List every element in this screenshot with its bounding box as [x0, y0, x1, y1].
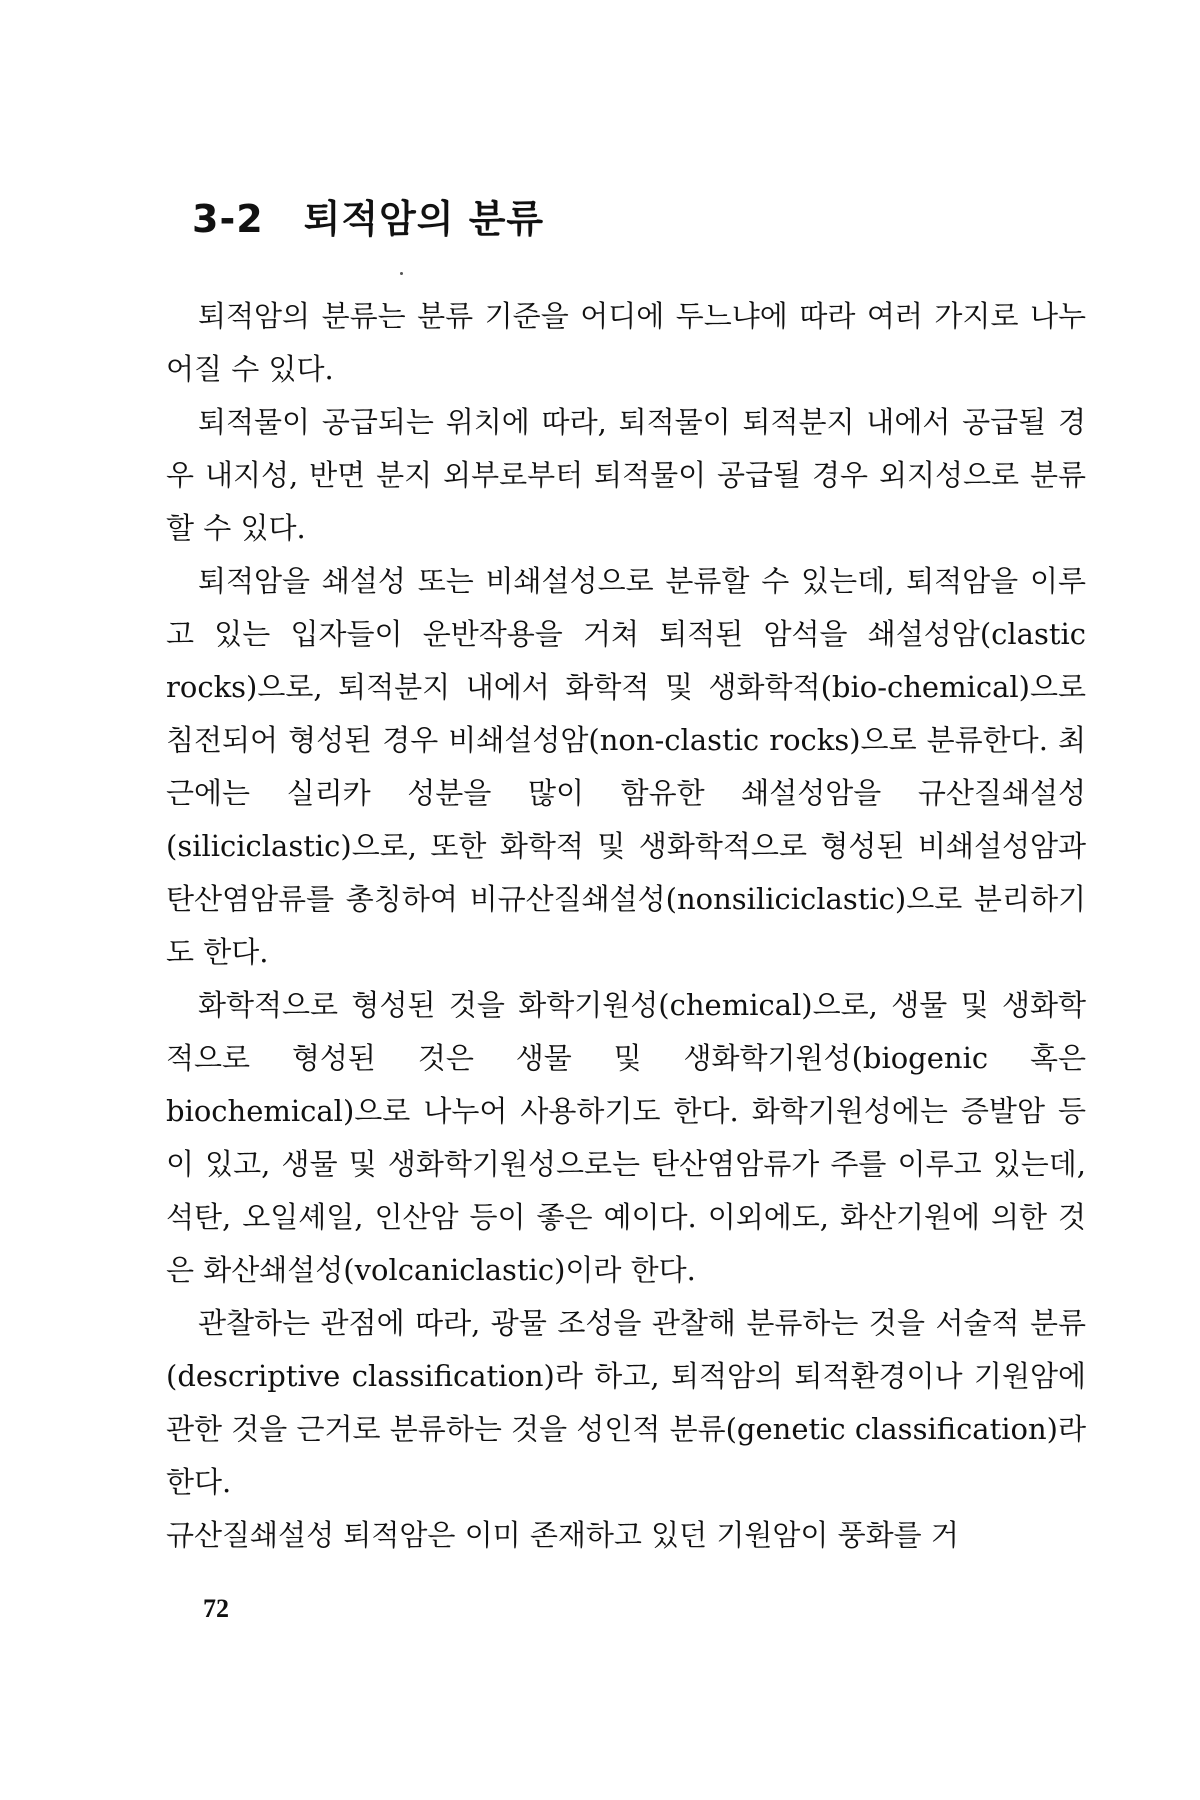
paragraph-2: 퇴적물이 공급되는 위치에 따라, 퇴적물이 퇴적분지 내에서 공급될 경우 내지성, 반면 분지 외부로부터 퇴적물이 공급될 경우 외지성으로 분류할 수 있다.: [166, 405, 1086, 545]
section-number: 3-2: [192, 197, 264, 241]
page-number: 72: [203, 1594, 229, 1623]
section-heading: [192, 188, 544, 243]
paragraph-3: 퇴적암을 쇄설성 또는 비쇄설성으로 분류할 수 있는데, 퇴적암을 이루고 있는 입자들이 운반작용을 거쳐 퇴적된 암석을 쇄설성암(clastic rocks)으로, 퇴적분지 내에서 화학적 및 생화학적(bio-chemical)으로 침전되어 형성된 경우 비쇄설성암(non-clastic rocks)으로 분류한다. 최근에는 실리카 성분을 많이 함유한 쇄설성암을 규산질쇄설성(siliciclastic)으로, 또한 화학적 및 생화학적으로 형성된 비쇄설성암과 탄산염암류를 총칭하여 비규산질쇄설성(nonsiliciclastic)으로 분리하기도 한다.: [166, 564, 1086, 969]
paragraph-5: 관찰하는 관점에 따라, 광물 조성을 관찰해 분류하는 것을 서술적 분류(descriptive classification)라 하고, 퇴적암의 퇴적환경이나 기원암에 관한 것을 근거로 분류하는 것을 성인적 분류(genetic classification)라 한다.: [166, 1306, 1086, 1499]
paragraph-4: 화학적으로 형성된 것을 화학기원성(chemical)으로, 생물 및 생화학적으로 형성된 것은 생물 및 생화학기원성(biogenic 혹은 biochemical)으로 나누어 사용하기도 한다. 화학기원성에는 증발암 등이 있고, 생물 및 생화학기원성으로는 탄산염암류가 주를 이루고 있는데, 석탄, 오일셰일, 인산암 등이 좋은 예이다. 이외에도, 화산기원에 의한 것은 화산쇄설성(volcaniclastic)이라 한다.: [166, 988, 1086, 1287]
print-speck: [400, 272, 403, 275]
body-text: [166, 290, 1086, 1562]
paragraph-6: 규산질쇄설성 퇴적암은 이미 존재하고 있던 기원암이 풍화를 거: [166, 1518, 959, 1552]
paragraph-1: 퇴적암의 분류는 분류 기준을 어디에 두느냐에 따라 여러 가지로 나누어질 수 있다.: [166, 299, 1086, 386]
section-title: 퇴적암의 분류: [303, 197, 545, 241]
